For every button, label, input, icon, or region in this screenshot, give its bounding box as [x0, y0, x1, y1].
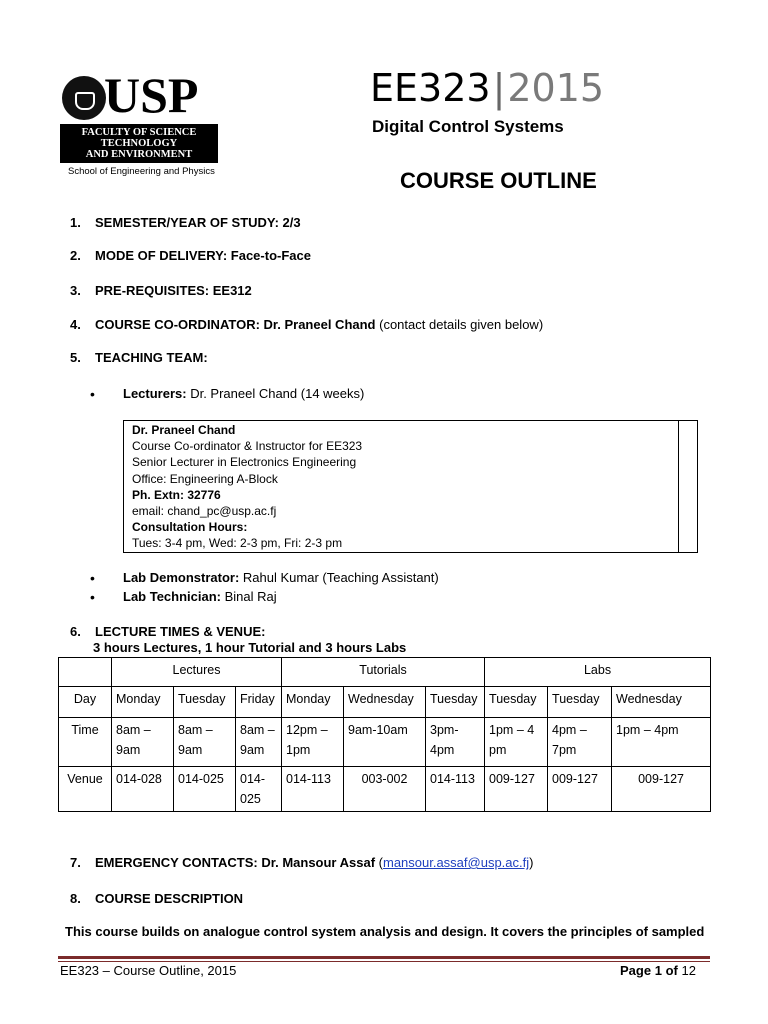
page-total: 12: [681, 963, 696, 978]
of-label: of: [665, 963, 678, 978]
time-cell: 9am-10am: [344, 718, 426, 767]
section-number: 3.: [70, 283, 81, 298]
section-label: COURSE CO-ORDINATOR: Dr. Praneel Chand: [95, 317, 376, 332]
section-number: 7.: [70, 855, 81, 870]
school-name: School of Engineering and Physics: [68, 166, 215, 177]
day-cell: Monday: [112, 687, 174, 718]
coordinator-contact-box: [123, 420, 698, 553]
group-header: Labs: [485, 658, 711, 687]
day-cell: Tuesday: [485, 687, 548, 718]
row-label: Time: [59, 718, 112, 767]
venue-cell: 009-127: [485, 767, 548, 812]
lecturers-label: Lecturers:: [123, 386, 187, 401]
course-subtitle: Digital Control Systems: [372, 117, 564, 136]
table-row: [59, 687, 711, 718]
venue-cell: 014-113: [426, 767, 485, 812]
section-prerequisites: [70, 283, 252, 298]
contact-line: Consultation Hours:: [132, 520, 248, 535]
course-year: 2015: [507, 66, 605, 110]
lab-technician-value: Binal Raj: [221, 589, 277, 604]
day-cell: Tuesday: [548, 687, 612, 718]
time-cell: 8am – 9am: [112, 718, 174, 767]
page-label: Page: [620, 963, 652, 978]
section-label: MODE OF DELIVERY:: [95, 248, 228, 263]
section-lecture-times: [70, 624, 265, 639]
description-paragraph: This course builds on analogue control system analysis and design. It covers the principles of sampled: [65, 924, 705, 939]
section-semester: [70, 215, 301, 230]
section-coordinator: [70, 317, 543, 332]
course-code: EE323: [370, 66, 491, 110]
row-label: Day: [59, 687, 112, 718]
time-cell: 12pm – 1pm: [282, 718, 344, 767]
lecturers-value: Dr. Praneel Chand (14 weeks): [186, 386, 365, 401]
paren-open: (: [375, 855, 383, 870]
footer-title: EE323 – Course Outline, 2015: [60, 963, 237, 978]
venue-cell: 009-127: [548, 767, 612, 812]
faculty-band: [60, 124, 218, 163]
section-number: 6.: [70, 624, 81, 639]
bullet-icon: •: [90, 386, 95, 402]
section-delivery: [70, 248, 311, 263]
contact-line: Ph. Extn: 32776: [132, 487, 221, 502]
contact-email: email: chand_pc@usp.ac.fj: [132, 504, 277, 519]
title-separator: |: [492, 66, 506, 110]
venue-cell: 009-127: [612, 767, 711, 812]
bullet-icon: •: [90, 570, 95, 586]
section-label: EMERGENCY CONTACTS: Dr. Mansour Assaf: [95, 855, 376, 870]
section-value: Face-to-Face: [227, 248, 311, 263]
time-cell: 8am – 9am: [174, 718, 236, 767]
section-teaching-team: [70, 350, 208, 365]
document-title: COURSE OUTLINE: [400, 168, 597, 193]
section-label: TEACHING TEAM:: [95, 350, 208, 365]
section-number: 5.: [70, 350, 81, 365]
paren-close: ): [529, 855, 534, 870]
table-row: [59, 658, 711, 687]
contact-line: Course Co-ordinator & Instructor for EE323: [132, 439, 363, 454]
section-course-description: [70, 891, 243, 906]
section-number: 1.: [70, 215, 81, 230]
logo-wordmark: USP: [104, 67, 199, 123]
table-row: [59, 718, 711, 767]
contact-line: Office: Engineering A-Block: [132, 471, 278, 486]
lab-technician-label: Lab Technician:: [123, 589, 221, 604]
time-cell: 4pm – 7pm: [548, 718, 612, 767]
time-cell: 8am – 9am: [236, 718, 282, 767]
contact-line: Senior Lecturer in Electronics Engineering: [132, 455, 357, 470]
faculty-line: FACULTY OF SCIENCE: [81, 127, 197, 138]
footer-rule: [58, 956, 710, 959]
emergency-email-link[interactable]: mansour.assaf@usp.ac.fj: [382, 855, 530, 870]
usp-emblem-icon: [62, 76, 106, 120]
venue-cell: 014-113: [282, 767, 344, 812]
lab-demonstrator-value: Rahul Kumar (Teaching Assistant): [239, 570, 439, 585]
footer-rule: [58, 961, 710, 962]
faculty-line: AND ENVIRONMENT: [85, 149, 193, 160]
section-number: 2.: [70, 248, 81, 263]
section-number: 4.: [70, 317, 81, 332]
hours-summary: 3 hours Lectures, 1 hour Tutorial and 3 hours Labs: [93, 640, 407, 655]
day-cell: Wednesday: [612, 687, 711, 718]
course-code-title: [370, 66, 604, 110]
venue-cell: 014-028: [112, 767, 174, 812]
day-cell: Tuesday: [174, 687, 236, 718]
venue-cell: 003-002: [344, 767, 426, 812]
time-cell: 3pm-4pm: [426, 718, 485, 767]
group-header: Tutorials: [282, 658, 485, 687]
section-label: LECTURE TIMES & VENUE:: [95, 624, 266, 639]
section-number: 8.: [70, 891, 81, 906]
faculty-line: TECHNOLOGY: [100, 138, 178, 149]
section-label: SEMESTER/YEAR OF STUDY: 2/3: [95, 215, 301, 230]
group-header: Lectures: [112, 658, 282, 687]
bullet-icon: •: [90, 589, 95, 605]
venue-cell: 014-025: [236, 767, 282, 812]
venue-cell: 014-025: [174, 767, 236, 812]
section-label: PRE-REQUISITES: EE312: [95, 283, 252, 298]
day-cell: Wednesday: [344, 687, 426, 718]
section-emergency-contacts: [70, 855, 533, 870]
page-number: 1: [654, 963, 662, 978]
page-indicator: [620, 963, 696, 978]
time-cell: 1pm – 4 pm: [485, 718, 548, 767]
contact-line: Dr. Praneel Chand: [132, 423, 236, 437]
usp-logo: [60, 67, 225, 177]
time-cell: 1pm – 4pm: [612, 718, 711, 767]
day-cell: Monday: [282, 687, 344, 718]
contact-line: Tues: 3-4 pm, Wed: 2-3 pm, Fri: 2-3 pm: [132, 536, 343, 551]
day-cell: Friday: [236, 687, 282, 718]
section-label: COURSE DESCRIPTION: [95, 891, 244, 906]
day-cell: Tuesday: [426, 687, 485, 718]
row-label: Venue: [59, 767, 112, 812]
timetable: [58, 657, 711, 812]
section-value: (contact details given below): [375, 317, 544, 332]
lab-demonstrator-label: Lab Demonstrator:: [123, 570, 240, 585]
table-row: [59, 767, 711, 812]
